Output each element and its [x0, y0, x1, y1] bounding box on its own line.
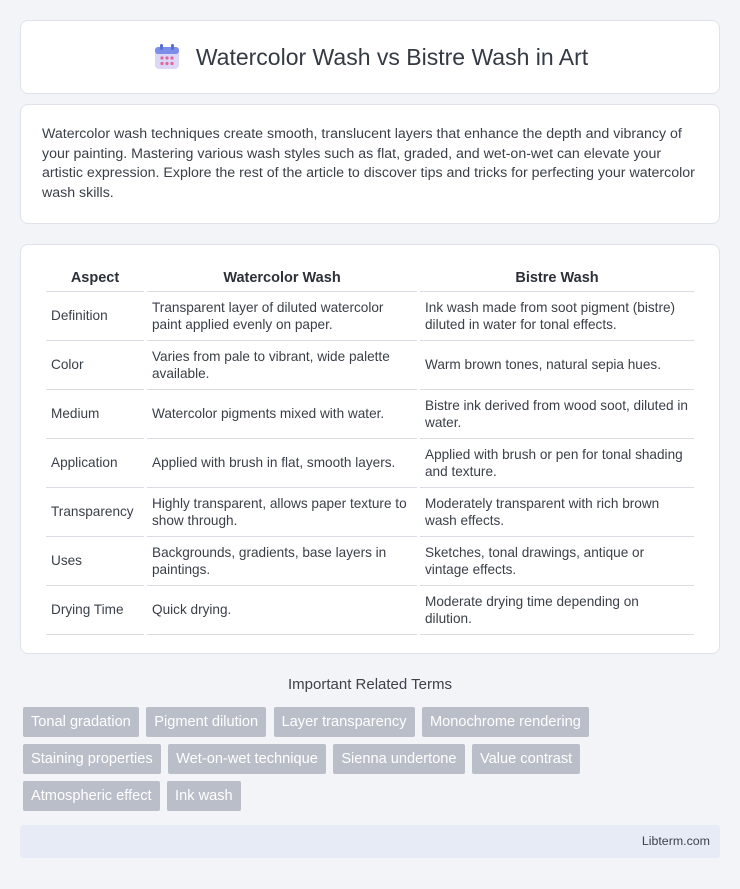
row-aspect: Drying Time: [46, 586, 144, 635]
row-watercolor: Watercolor pigments mixed with water.: [147, 390, 417, 439]
header-bistre-wash: Bistre Wash: [420, 265, 694, 292]
tag-pigment-dilution[interactable]: Pigment dilution: [146, 707, 266, 737]
row-watercolor: Varies from pale to vibrant, wide palette available.: [147, 341, 417, 390]
row-watercolor: Backgrounds, gradients, base layers in paintings.: [147, 537, 417, 586]
row-aspect: Transparency: [46, 488, 144, 537]
tag-ink-wash[interactable]: Ink wash: [167, 781, 241, 811]
tag-staining-properties[interactable]: Staining properties: [23, 744, 161, 774]
row-bistre: Moderate drying time depending on dilution.: [420, 586, 694, 635]
row-aspect: Application: [46, 439, 144, 488]
table-header-row: [46, 265, 694, 292]
calendar-grid-icon: [152, 42, 182, 72]
table-row: [46, 586, 694, 635]
table-row: [46, 341, 694, 390]
row-watercolor: Quick drying.: [147, 586, 417, 635]
header-card: [20, 20, 720, 94]
row-aspect: Medium: [46, 390, 144, 439]
comparison-table-card: [20, 244, 720, 654]
table-row: [46, 292, 694, 341]
tag-atmospheric-effect[interactable]: Atmospheric effect: [23, 781, 160, 811]
row-watercolor: Applied with brush in flat, smooth layers.: [147, 439, 417, 488]
tag-value-contrast[interactable]: Value contrast: [472, 744, 580, 774]
title-wrap: [152, 42, 588, 72]
page-title: Watercolor Wash vs Bistre Wash in Art: [195, 43, 589, 70]
row-bistre: Warm brown tones, natural sepia hues.: [420, 341, 694, 390]
row-aspect: Color: [46, 341, 144, 390]
footer: [20, 825, 720, 858]
row-bistre: Sketches, tonal drawings, antique or vintage effects.: [420, 537, 694, 586]
header-watercolor-wash: Watercolor Wash: [147, 265, 417, 292]
tag-monochrome-rendering[interactable]: Monochrome rendering: [422, 707, 589, 737]
row-bistre: Ink wash made from soot pigment (bistre) diluted in water for tonal effects.: [420, 292, 694, 341]
row-watercolor: Transparent layer of diluted watercolor paint applied evenly on paper.: [147, 292, 417, 341]
related-terms-heading: Important Related Terms: [288, 676, 452, 693]
table-row: [46, 537, 694, 586]
row-aspect: Definition: [46, 292, 144, 341]
row-aspect: Uses: [46, 537, 144, 586]
row-watercolor: Highly transparent, allows paper texture to show through.: [147, 488, 417, 537]
tag-tonal-gradation[interactable]: Tonal gradation: [23, 707, 139, 737]
tag-sienna-undertone[interactable]: Sienna undertone: [333, 744, 464, 774]
row-bistre: Bistre ink derived from wood soot, diluted in water.: [420, 390, 694, 439]
table-row: [46, 488, 694, 537]
comparison-table: [43, 265, 697, 635]
tag-wet-on-wet-technique[interactable]: Wet-on-wet technique: [168, 744, 326, 774]
intro-card: [20, 104, 720, 224]
row-bistre: Applied with brush or pen for tonal shading and texture.: [420, 439, 694, 488]
footer-site-link[interactable]: Libterm.com: [641, 834, 710, 848]
header-aspect: Aspect: [46, 265, 144, 292]
table-row: [46, 439, 694, 488]
table-row: [46, 390, 694, 439]
row-bistre: Moderately transparent with rich brown wash effects.: [420, 488, 694, 537]
tag-layer-transparency[interactable]: Layer transparency: [274, 707, 415, 737]
intro-text: Watercolor wash techniques create smooth, translucent layers that enhance the depth and vibrancy of your painting. Mastering various wash styles such as flat, graded, and wet-on-wet can elevate your artistic expression. Explore the rest of the article to discover tips and tricks for perfecting your watercolor wash skills.: [42, 126, 695, 201]
related-terms-tags: [23, 707, 723, 818]
